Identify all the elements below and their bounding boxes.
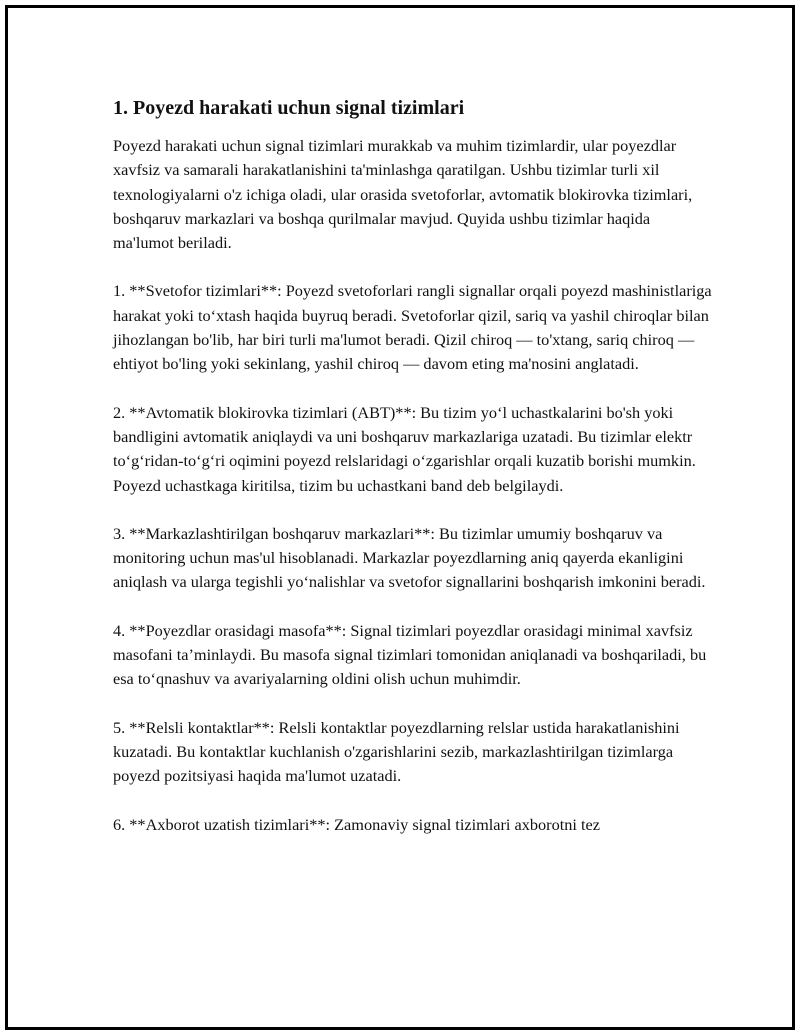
document-body xyxy=(113,94,713,861)
paragraph-axborot-uzatish: 6. **Axborot uzatish tizimlari**: Zamonaviy signal tizimlari axborotni tez xyxy=(113,814,600,834)
paragraph-relsli-kontaktlar: 5. **Relsli kontaktlar**: Relsli kontaktlar poyezdlarning relslar ustida harakatlanishini kuzatadi. Bu kontaktlar kuchlanish o'zgarishlarini sezib, markazlashtirilgan tizimlarga poyezd pozitsiyasi haqida ma'lumot uzatadi. xyxy=(113,717,680,786)
paragraph-boshqaruv-markazlari: 3. **Markazlashtirilgan boshqaruv markazlari**: Bu tizimlar umumiy boshqaruv va monitoring uchun mas'ul hisoblanadi. Markazlar poyezdlarning aniq qayerda ekanligini aniqlash va ularga tegishli yo‘nalishlar va svetofor signallarini boshqarish imkonini beradi. xyxy=(113,523,706,592)
paragraph-svetofor: 1. **Svetofor tizimlari**: Poyezd svetoforlari rangli signallar orqali poyezd mashinistlariga harakat yoki to‘xtash haqida buyruq beradi. Svetoforlar qizil, sariq va yashil chiroqlar bilan jihozlangan bo'lib, har biri turli ma'lumot beradi. Qizil chiroq — to'xtang, sariq chiroq — ehtiyot bo'ling yoki sekinlang, yashil chiroq — davom eting ma'nosini anglatadi. xyxy=(113,281,712,374)
paragraph-masofa: 4. **Poyezdlar orasidagi masofa**: Signal tizimlari poyezdlar orasidagi minimal xavfsiz masofani ta’minlaydi. Bu masofa signal tizimlari tomonidan aniqlanadi va boshqariladi, bu esa to‘qnashuv va avariyalarning oldini olish uchun muhimdir. xyxy=(113,620,707,689)
document-title: 1. Poyezd harakati uchun signal tizimlari xyxy=(113,97,465,119)
paragraph-abt: 2. **Avtomatik blokirovka tizimlari (ABT)**: Bu tizim yo‘l uchastkalarini bo'sh yoki bandligini avtomatik aniqlaydi va uni boshqaruv markazlariga uzatadi. Bu tizimlar elektr to‘g‘ridan-to‘g‘ri oqimini poyezd relslaridagi o‘zgarishlar orqali kuzatib borishi mumkin. Poyezd uchastkaga kiritilsa, tizim bu uchastkani band deb belgilaydi. xyxy=(113,402,696,495)
intro-paragraph: Poyezd harakati uchun signal tizimlari murakkab va muhim tizimlardir, ular poyezdlar xavfsiz va samarali harakatlanishini ta'minlashga qaratilgan. Ushbu tizimlar turli xil texnologiyalarni o'z ichiga oladi, ular orasida svetoforlar, avtomatik blokirovka tizimlari, boshqaruv markazlari va boshqa qurilmalar mavjud. Quyida ushbu tizimlar haqida ma'lumot beriladi. xyxy=(113,136,693,253)
